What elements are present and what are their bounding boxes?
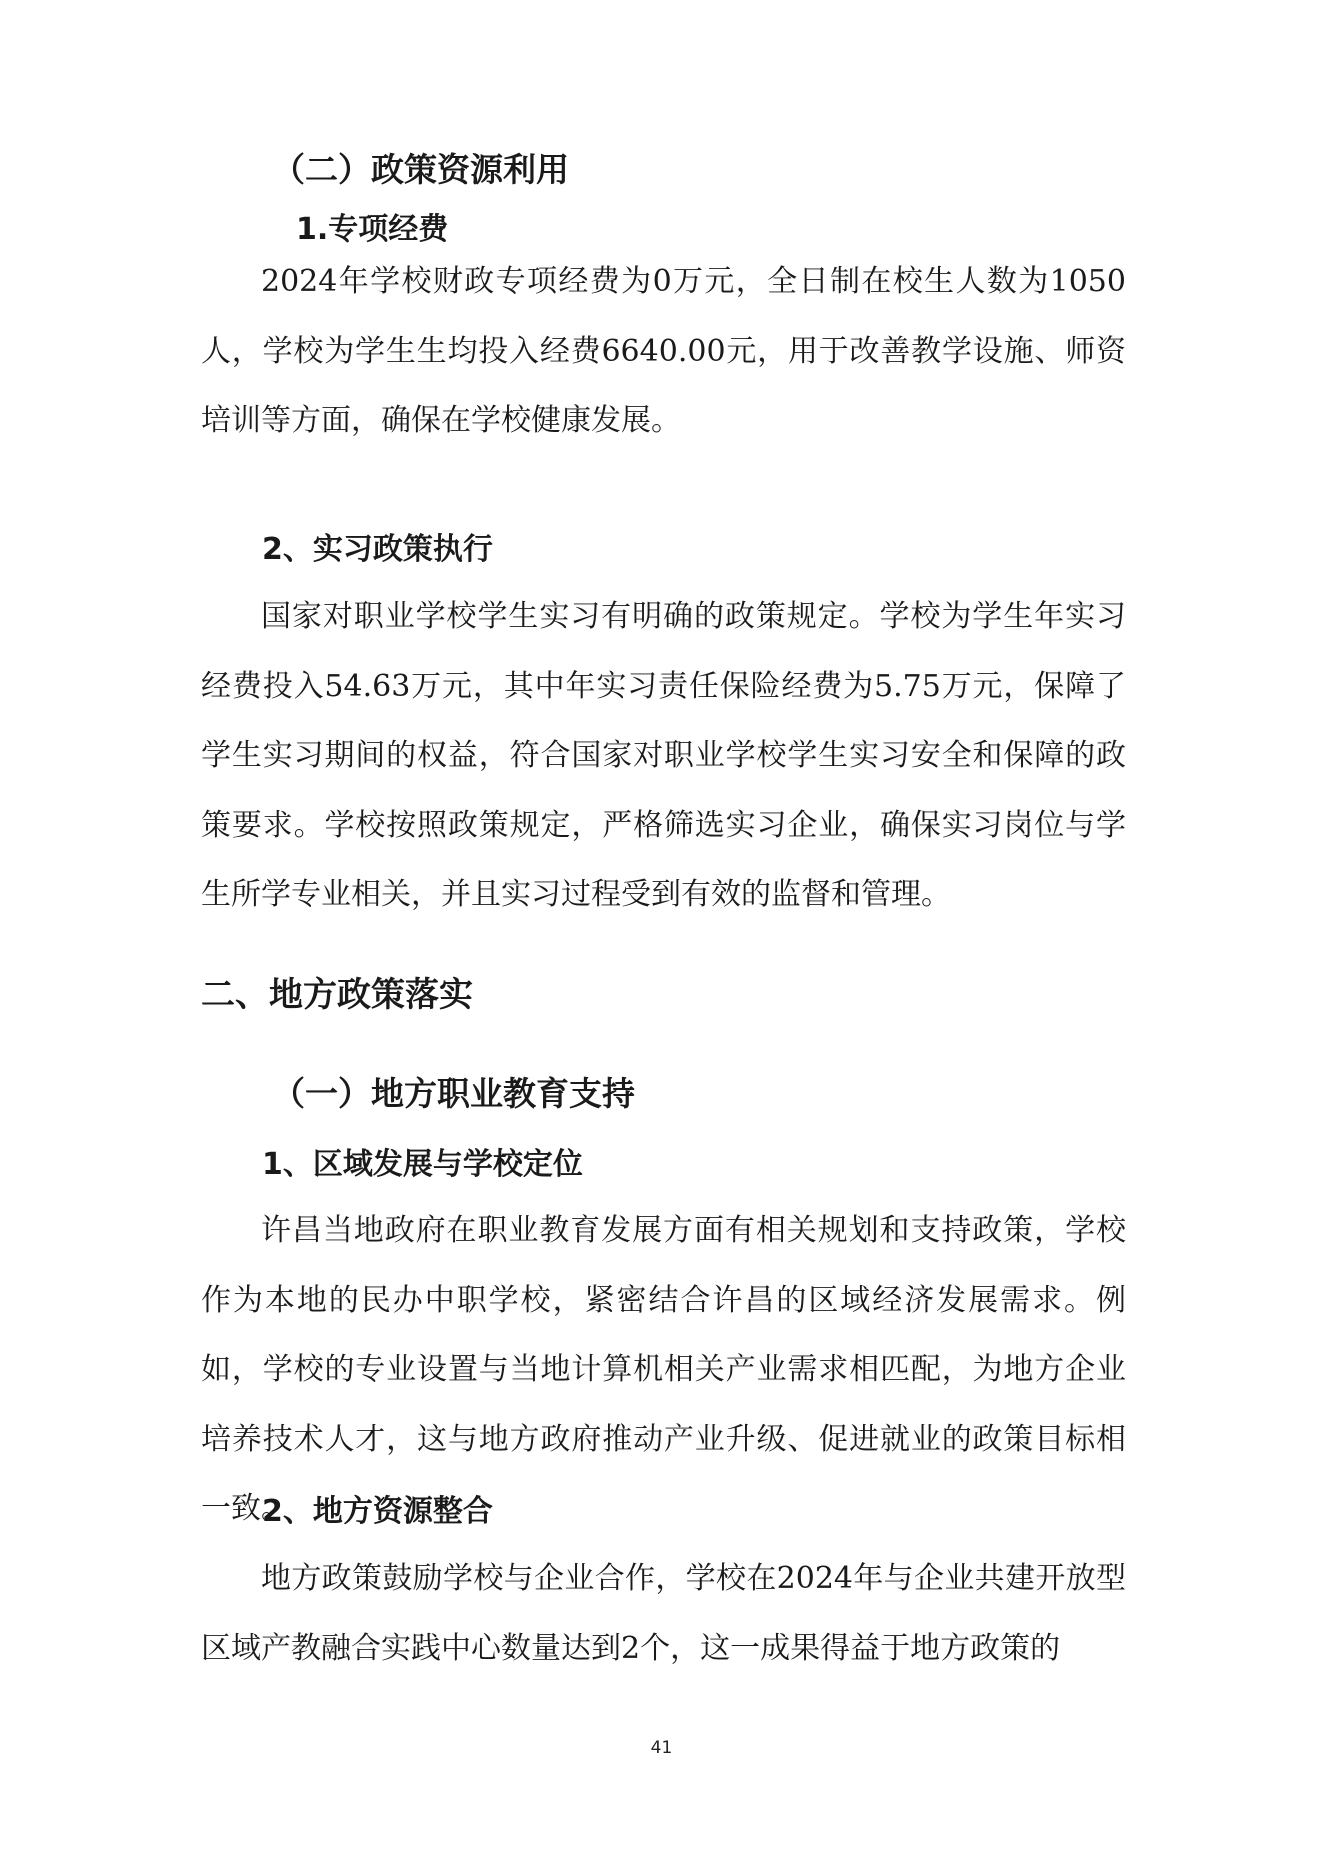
section-heading-policy-resources: （二）政策资源利用 <box>272 150 569 189</box>
page-number: 41 <box>650 1738 673 1758</box>
subheading-regional-development: 1、区域发展与学校定位 <box>262 1147 583 1182</box>
subheading-resource-integration: 2、地方资源整合 <box>262 1494 493 1529</box>
subheading-special-funds: 1.专项经费 <box>296 212 449 247</box>
section-heading-local-support: （一）地方职业教育支持 <box>272 1074 635 1113</box>
paragraph-regional-development: 许昌当地政府在职业教育发展方面有相关规划和支持政策，学校作为本地的民办中职学校，紧密结合许昌的区域经济发展需求。例如，学校的专业设置与当地计算机相关产业需求相匹配，为地方企业培养技术人才，这与地方政府推动产业升级、促进就业的政策目标相一致。 <box>201 1213 1126 1526</box>
paragraph-resource-integration: 地方政策鼓励学校与企业合作，学校在2024年与企业共建开放型区域产教融合实践中心数量达到2个，这一成果得益于地方政策的 <box>201 1561 1126 1666</box>
paragraph-internship-policy: 国家对职业学校学生实习有明确的政策规定。学校为学生年实习经费投入54.63万元，其中年实习责任保险经费为5.75万元，保障了学生实习期间的权益，符合国家对职业学校学生实习安全和保障的政策要求。学校按照政策规定，严格筛选实习企业，确保实习岗位与学生所学专业相关，并且实习过程受到有效的监督和管理。 <box>201 599 1126 912</box>
paragraph-special-funds: 2024年学校财政专项经费为0万元，全日制在校生人数为1050人，学校为学生生均投入经费6640.00元，用于改善教学设施、师资培训等方面，确保在学校健康发展。 <box>201 264 1126 438</box>
subheading-internship-policy: 2、实习政策执行 <box>262 532 493 567</box>
chapter-heading-local-policy: 二、地方政策落实 <box>201 975 473 1015</box>
